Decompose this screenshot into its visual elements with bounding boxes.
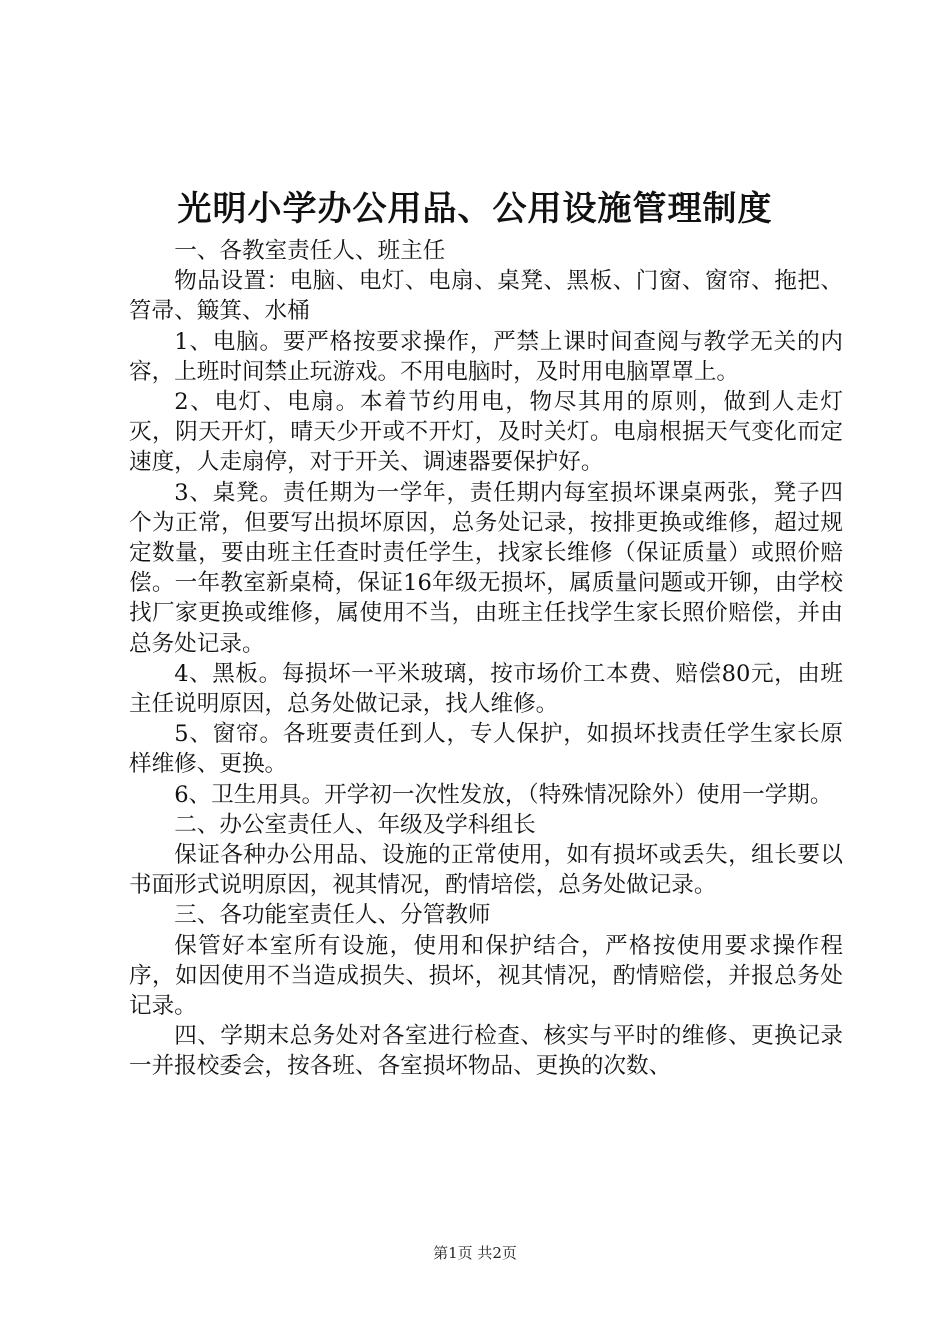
section-heading-3: 三、各功能室责任人、分管教师 — [174, 902, 491, 929]
paragraph-blackboard: 4、黑板。每损坏一平米玻璃，按市场价工本费、赔偿80元，由班主任说明原因，总务处做记录，找人维修。 — [129, 660, 843, 718]
document-body — [129, 236, 843, 1082]
page-footer: 第1页 共2页 — [433, 1244, 517, 1262]
paragraph-desks: 3、桌凳。责任期为一学年，责任期内每室损坏课桌两张，凳子四个为正常，但要写出损坏原因，总务处记录，按排更换或维修，超过规定数量，要由班主任查时责任学生，找家长维修（保证质量）或照价赔偿。一年教室新桌椅，保证16年级无损坏，属质量问题或开铆，由学校找厂家更换或维修，属使用不当，由班主任找学生家长照价赔偿，并由总务处记录。 — [129, 479, 843, 657]
paragraph-function-rooms: 保管好本室所有设施，使用和保护结合，严格按使用要求操作程序，如因使用不当造成损失、损坏，视其情况，酌情赔偿，并报总务处记录。 — [129, 932, 843, 1020]
paragraph-curtains: 5、窗帘。各班要责任到人，专人保护，如损坏找责任学生家长原样维修、更换。 — [129, 721, 843, 778]
paragraph-cleaning-tools: 6、卫生用具。开学初一次性发放，（特殊情况除外）使用一学期。 — [174, 781, 833, 808]
section-heading-1: 一、各教室责任人、班主任 — [174, 238, 446, 264]
paragraph-semester-check: 四、学期末总务处对各室进行检查、核实与平时的维修、更换记录一并报校委会，按各班、各室损坏物品、更换的次数、 — [129, 1023, 843, 1080]
paragraph-items: 物品设置：电脑、电灯、电扇、桌凳、黑板、门窗、窗帘、拖把、笤帚、簸箕、水桶 — [129, 268, 843, 325]
paragraph-computer: 1、电脑。要严格按要求操作，严禁上课时间查阅与教学无关的内容，上班时间禁止玩游戏。不用电脑时，及时用电脑罩罩上。 — [129, 328, 843, 385]
paragraph-lights-fans: 2、电灯、电扇。本着节约用电，物尽其用的原则，做到人走灯灭，阴天开灯，晴天少开或不开灯，及时关灯。电扇根据天气变化而定速度，人走扇停，对于开关、调速器要保护好。 — [129, 389, 843, 476]
paragraph-office: 保证各种办公用品、设施的正常使用，如有损坏或丢失，组长要以书面形式说明原因，视其情况，酌情培偿，总务处做记录。 — [129, 842, 843, 899]
document-title: 光明小学办公用品、公用设施管理制度 — [177, 189, 773, 229]
section-heading-2: 二、办公室责任人、年级及学科组长 — [174, 811, 536, 838]
